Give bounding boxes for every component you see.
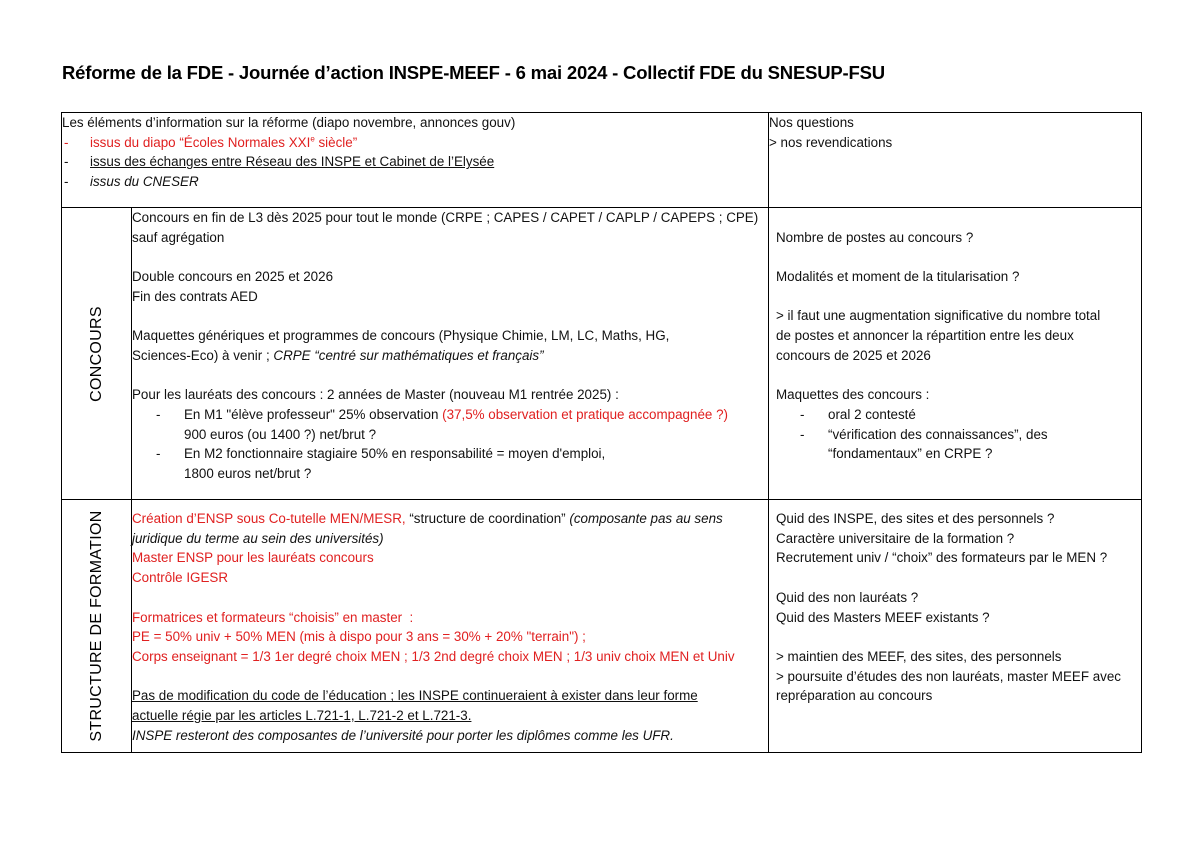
master-years-list (132, 405, 768, 484)
formation-label-cell (62, 500, 132, 753)
formation-info-cell: Création d’ENSP sous Co-tutelle MEN/MESR, “structure de coordination” (composante pas au sens juridique du terme au sein des universités) Master ENSP pour les lauréats concours Contrôle IGESR Formatrices et formateurs “choisis” en master : PE = 50% univ + 50% MEN (mis à dispo pour 3 ans = 30% + 20% "terrain") ; Corps enseignant = 1/3 1er degré choix MEN ; 1/3 2nd degré choix MEN ; 1/3 univ choix MEN et Univ Pas de modification du code de l’éducation ; les INSPE continueraient à exister dans leur forme actuelle régie par les articles L.721-1, L.721-2 et L.721-3. INSPE resteront des composantes de l’université pour porter les diplômes comme les UFR. (132, 500, 769, 753)
list-item: - En M1 "élève professeur" 25% observation (37,5% observation et pratique accompagnée ?) 900 euros (ou 1400 ?) net/brut ? (156, 405, 768, 444)
header-demands: > nos revendications (769, 134, 893, 150)
formation-label: STRUCTURE DE FORMATION (87, 510, 105, 742)
legend-red-item: - issus du diapo “Écoles Normales XXIe siècle” (62, 133, 768, 153)
page-title: Réforme de la FDE - Journée d’action INSPE-MEEF - 6 mai 2024 - Collectif FDE du SNESUP-FSU (62, 62, 885, 83)
legend-list (62, 133, 768, 192)
header-intro: Les éléments d’information sur la réforme (diapo novembre, annonces gouv) (62, 115, 516, 130)
concours-info-cell: Concours en fin de L3 dès 2025 pour tout le monde (CRPE ; CAPES / CAPET / CAPLP / CAPEPS ; CPE) sauf agrégation Double concours en 2025 et 2026 Fin des contrats AED Maquettes génériques et programmes de concours (Physique Chimie, LM, LC, Maths, HG, Sciences-Eco) à venir ; CRPE “centré sur mathématiques et français” Pour les lauréats des concours : 2 années de Master (nouveau M1 rentrée 2025) : - En M1 "élève professeur" 25% observation (37,5% observation et pratique accompagnée ?) 900 euros (ou 1400 ?) net/brut ? - En M2 fonctionnaire stagiaire 50% en responsabilité = moyen d'emploi, 1800 euros net/brut ? (132, 208, 769, 500)
formation-row (62, 500, 1142, 753)
concours-questions-cell: Nombre de postes au concours ? Modalités et moment de la titularisation ? > il faut une augmentation significative du nombre total de postes et annoncer la répartition entre les deux concours de 2025 et 2026 Maquettes des concours : - oral 2 contesté - “vérification des connaissances”, des “fondamentaux” en CRPE ? (769, 208, 1142, 500)
legend-italic-item: - issus du CNESER (62, 172, 768, 192)
legend-underlined-item: - issus des échanges entre Réseau des INSPE et Cabinet de l’Elysée (62, 152, 768, 172)
list-item: - oral 2 contesté (800, 405, 1141, 425)
concours-row (62, 208, 1142, 500)
table-header-row (62, 113, 1142, 208)
concours-label: CONCOURS (87, 305, 105, 402)
header-left-cell (62, 113, 769, 208)
list-item: - En M2 fonctionnaire stagiaire 50% en responsabilité = moyen d'emploi, 1800 euros net/brut ? (156, 444, 768, 483)
concours-models-list (776, 405, 1141, 464)
formation-questions-cell: Quid des INSPE, des sites et des personnels ? Caractère universitaire de la formation ? Recrutement univ / “choix” des formateurs par le MEN ? Quid des non lauréats ? Quid des Masters MEEF existants ? > maintien des MEEF, des sites, des personnels > poursuite d’études des non lauréats, master MEEF avec repréparation au concours (769, 500, 1142, 753)
header-questions: Nos questions (769, 115, 854, 130)
concours-label-cell (62, 208, 132, 500)
reform-table (61, 112, 1142, 753)
header-right-cell (769, 113, 1142, 208)
list-item: - “vérification des connaissances”, des “fondamentaux” en CRPE ? (800, 425, 1141, 464)
